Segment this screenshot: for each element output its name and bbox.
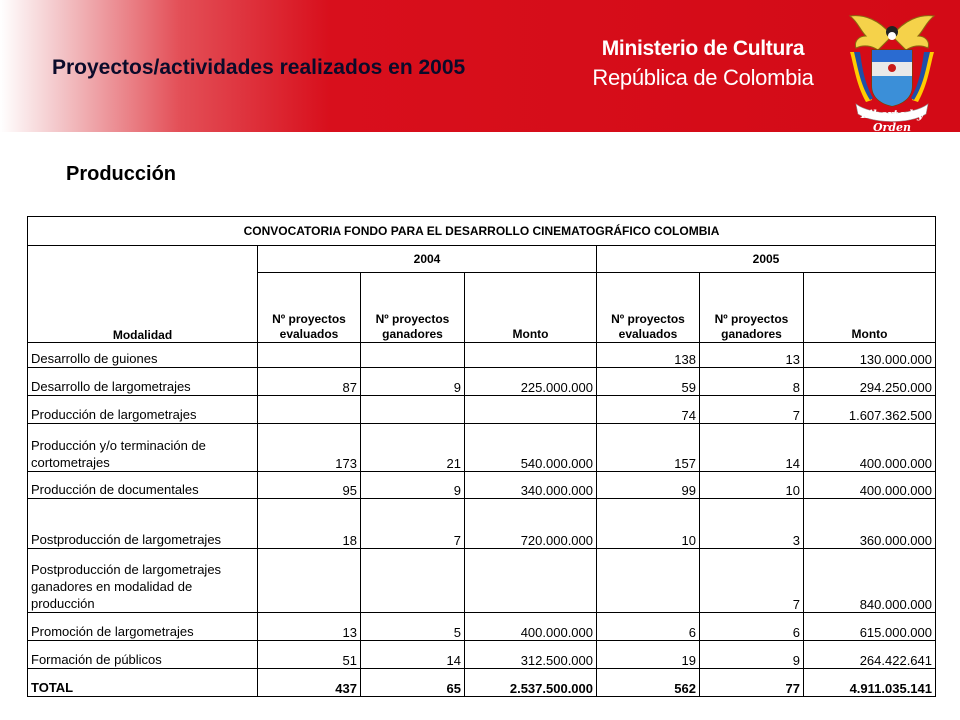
modalidad-cell: Desarrollo de largometrajes [28, 368, 258, 396]
table-row [28, 368, 936, 396]
monto-2005-cell: 615.000.000 [804, 613, 936, 641]
evaluados-2004-cell: 13 [258, 613, 361, 641]
modalidad-cell: Producción de documentales [28, 472, 258, 499]
evaluados-header: Nº proyectos evaluados [258, 273, 361, 343]
ministry-name: Ministerio de Cultura [601, 37, 805, 60]
table-row [28, 613, 936, 641]
monto-2005-cell: 1.607.362.500 [804, 396, 936, 424]
ganadores-2004-cell: 14 [361, 641, 465, 669]
modalidad-cell: TOTAL [28, 669, 258, 697]
modalidad-cell: Producción de largometrajes [28, 396, 258, 424]
evaluados-2004-cell [258, 396, 361, 424]
monto-2005-cell: 400.000.000 [804, 472, 936, 499]
ganadores-2005-cell: 6 [700, 613, 804, 641]
ganadores-2004-cell: 7 [361, 499, 465, 549]
table-row [28, 424, 936, 472]
monto-2004-cell [465, 396, 597, 424]
evaluados-header: Nº proyectos evaluados [597, 273, 700, 343]
monto-2005-cell: 4.911.035.141 [804, 669, 936, 697]
evaluados-2004-cell: 51 [258, 641, 361, 669]
evaluados-2005-cell: 99 [597, 472, 700, 499]
monto-2005-cell: 400.000.000 [804, 424, 936, 472]
monto-header: Monto [804, 273, 936, 343]
evaluados-2005-cell: 10 [597, 499, 700, 549]
ganadores-2005-cell: 7 [700, 396, 804, 424]
monto-2004-cell: 225.000.000 [465, 368, 597, 396]
ganadores-2005-cell: 8 [700, 368, 804, 396]
evaluados-2004-cell: 87 [258, 368, 361, 396]
ganadores-2004-cell: 9 [361, 472, 465, 499]
monto-header: Monto [465, 273, 597, 343]
ganadores-2005-cell: 77 [700, 669, 804, 697]
ganadores-2004-cell [361, 396, 465, 424]
ganadores-2005-cell: 9 [700, 641, 804, 669]
ganadores-2004-cell: 9 [361, 368, 465, 396]
evaluados-2005-cell: 157 [597, 424, 700, 472]
modalidad-cell: Producción y/o terminación de cortometrajes [28, 424, 258, 472]
slide-title: Proyectos/actividades realizados en 2005 [52, 56, 466, 79]
table-body [28, 343, 936, 697]
ganadores-2005-cell: 3 [700, 499, 804, 549]
ganadores-2005-cell: 13 [700, 343, 804, 368]
monto-2004-cell: 2.537.500.000 [465, 669, 597, 697]
monto-2005-cell: 360.000.000 [804, 499, 936, 549]
evaluados-2005-cell: 59 [597, 368, 700, 396]
table-row [28, 396, 936, 424]
ganadores-2005-cell: 14 [700, 424, 804, 472]
table-row [28, 641, 936, 669]
modalidad-cell: Promoción de largometrajes [28, 613, 258, 641]
modalidad-cell: Postproducción de largometrajes ganadores en modalidad de producción [28, 549, 258, 613]
ministry-country: República de Colombia [592, 65, 814, 90]
modalidad-header: Modalidad [28, 246, 258, 343]
evaluados-2005-cell: 562 [597, 669, 700, 697]
results-table [27, 216, 936, 697]
monto-2005-cell: 294.250.000 [804, 368, 936, 396]
total-row [28, 669, 936, 697]
table-row [28, 472, 936, 499]
evaluados-2004-cell: 95 [258, 472, 361, 499]
ganadores-header: Nº proyectos ganadores [700, 273, 804, 343]
modalidad-cell: Desarrollo de guiones [28, 343, 258, 368]
evaluados-2005-cell: 19 [597, 641, 700, 669]
year-header-2005: 2005 [597, 246, 936, 273]
evaluados-2005-cell: 138 [597, 343, 700, 368]
table-title: CONVOCATORIA FONDO PARA EL DESARROLLO CINEMATOGRÁFICO COLOMBIA [28, 217, 936, 246]
ganadores-2004-cell: 21 [361, 424, 465, 472]
evaluados-2004-cell: 437 [258, 669, 361, 697]
monto-2005-cell: 130.000.000 [804, 343, 936, 368]
evaluados-2005-cell [597, 549, 700, 613]
monto-2004-cell: 340.000.000 [465, 472, 597, 499]
ganadores-2004-cell [361, 549, 465, 613]
monto-2004-cell: 540.000.000 [465, 424, 597, 472]
ganadores-2005-cell: 10 [700, 472, 804, 499]
monto-2004-cell: 720.000.000 [465, 499, 597, 549]
modalidad-cell: Postproducción de largometrajes [28, 499, 258, 549]
ganadores-header: Nº proyectos ganadores [361, 273, 465, 343]
evaluados-2004-cell: 173 [258, 424, 361, 472]
modalidad-cell: Formación de públicos [28, 641, 258, 669]
table-row [28, 343, 936, 368]
monto-2004-cell [465, 549, 597, 613]
monto-2005-cell: 264.422.641 [804, 641, 936, 669]
monto-2004-cell: 400.000.000 [465, 613, 597, 641]
section-title: Producción [66, 163, 177, 185]
table-row [28, 499, 936, 549]
monto-2004-cell [465, 343, 597, 368]
ganadores-2004-cell [361, 343, 465, 368]
evaluados-2004-cell: 18 [258, 499, 361, 549]
monto-2004-cell: 312.500.000 [465, 641, 597, 669]
evaluados-2005-cell: 74 [597, 396, 700, 424]
year-header-2004: 2004 [258, 246, 597, 273]
ganadores-2004-cell: 5 [361, 613, 465, 641]
evaluados-2005-cell: 6 [597, 613, 700, 641]
monto-2005-cell: 840.000.000 [804, 549, 936, 613]
evaluados-2004-cell [258, 549, 361, 613]
ministry-wordmark [560, 34, 846, 92]
crest-motto: Libertad y Orden [860, 108, 924, 134]
table-row [28, 549, 936, 613]
ganadores-2004-cell: 65 [361, 669, 465, 697]
evaluados-2004-cell [258, 343, 361, 368]
header-banner [0, 0, 960, 132]
ganadores-2005-cell: 7 [700, 549, 804, 613]
